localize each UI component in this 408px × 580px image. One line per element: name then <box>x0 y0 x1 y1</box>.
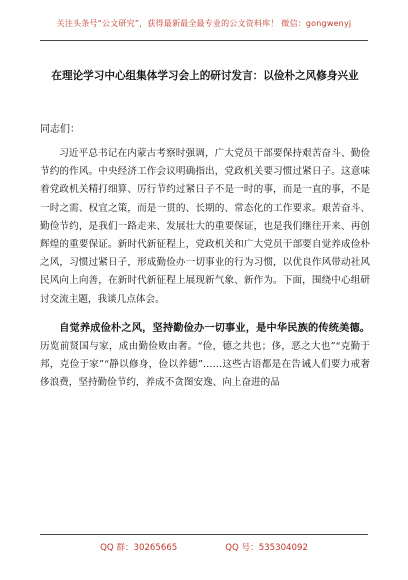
salutation: 同志们： <box>40 124 80 135</box>
document-title: 在理论学习中心组集体学习会上的研讨发言：以俭朴之风修身兴业 <box>51 70 359 82</box>
footer-qq-number: QQ 号：535304092 <box>225 543 308 553</box>
document-body <box>40 145 370 401</box>
footer-divider <box>40 534 368 535</box>
paragraph-2-rest: 历览前贤国与家，成由勤俭败由奢。“俭，德之共也；侈，恶之大也”“克勤于邦，克俭于家”“静以修身，俭以养德”……这些古语都是在告诫人们要力戒奢侈浪费，坚持勤俭节约，养成不贪图安逸、向上奋进的品 <box>40 341 370 389</box>
paragraph-2 <box>40 319 370 393</box>
paragraph-1: 习近平总书记在内蒙古考察时强调，广大党员干部要保持艰苦奋斗、勤俭节约的作风。中央经济工作会议明确指出，党政机关要习惯过紧日子。这意味着党政机关精打细算、厉行节约过紧日子不是一时的事，而是一直的事，不是一时之需、权宜之策，而是一贯的、长期的、常态化的工作要求。艰苦奋斗、勤俭节约，是我们一路走来、发展壮大的重要保证，也是我们继往开来、再创辉煌的重要保证。新时代新征程上，党政机关和广大党员干部要自觉养成俭朴之风，习惯过紧日子，形成勤俭办一切事业的行为习惯，以优良作风带动社风民风向上向善，在新时代新征程上展现新气象、新作为。下面，围绕中心组研讨交流主题，我谈几点体会。 <box>40 148 370 305</box>
footer <box>0 541 408 553</box>
paragraph-2-lead: 自觉养成俭朴之风，坚持勤俭办一切事业，是中华民族的传统美德。 <box>59 321 370 334</box>
footer-qq-group: QQ 群：30265665 <box>100 543 178 553</box>
header-promo: 关注头条号“公文研究”，获得最新最全最专业的公文资料库！ 微信：gongwenyj <box>56 19 352 28</box>
header-divider <box>40 40 368 41</box>
